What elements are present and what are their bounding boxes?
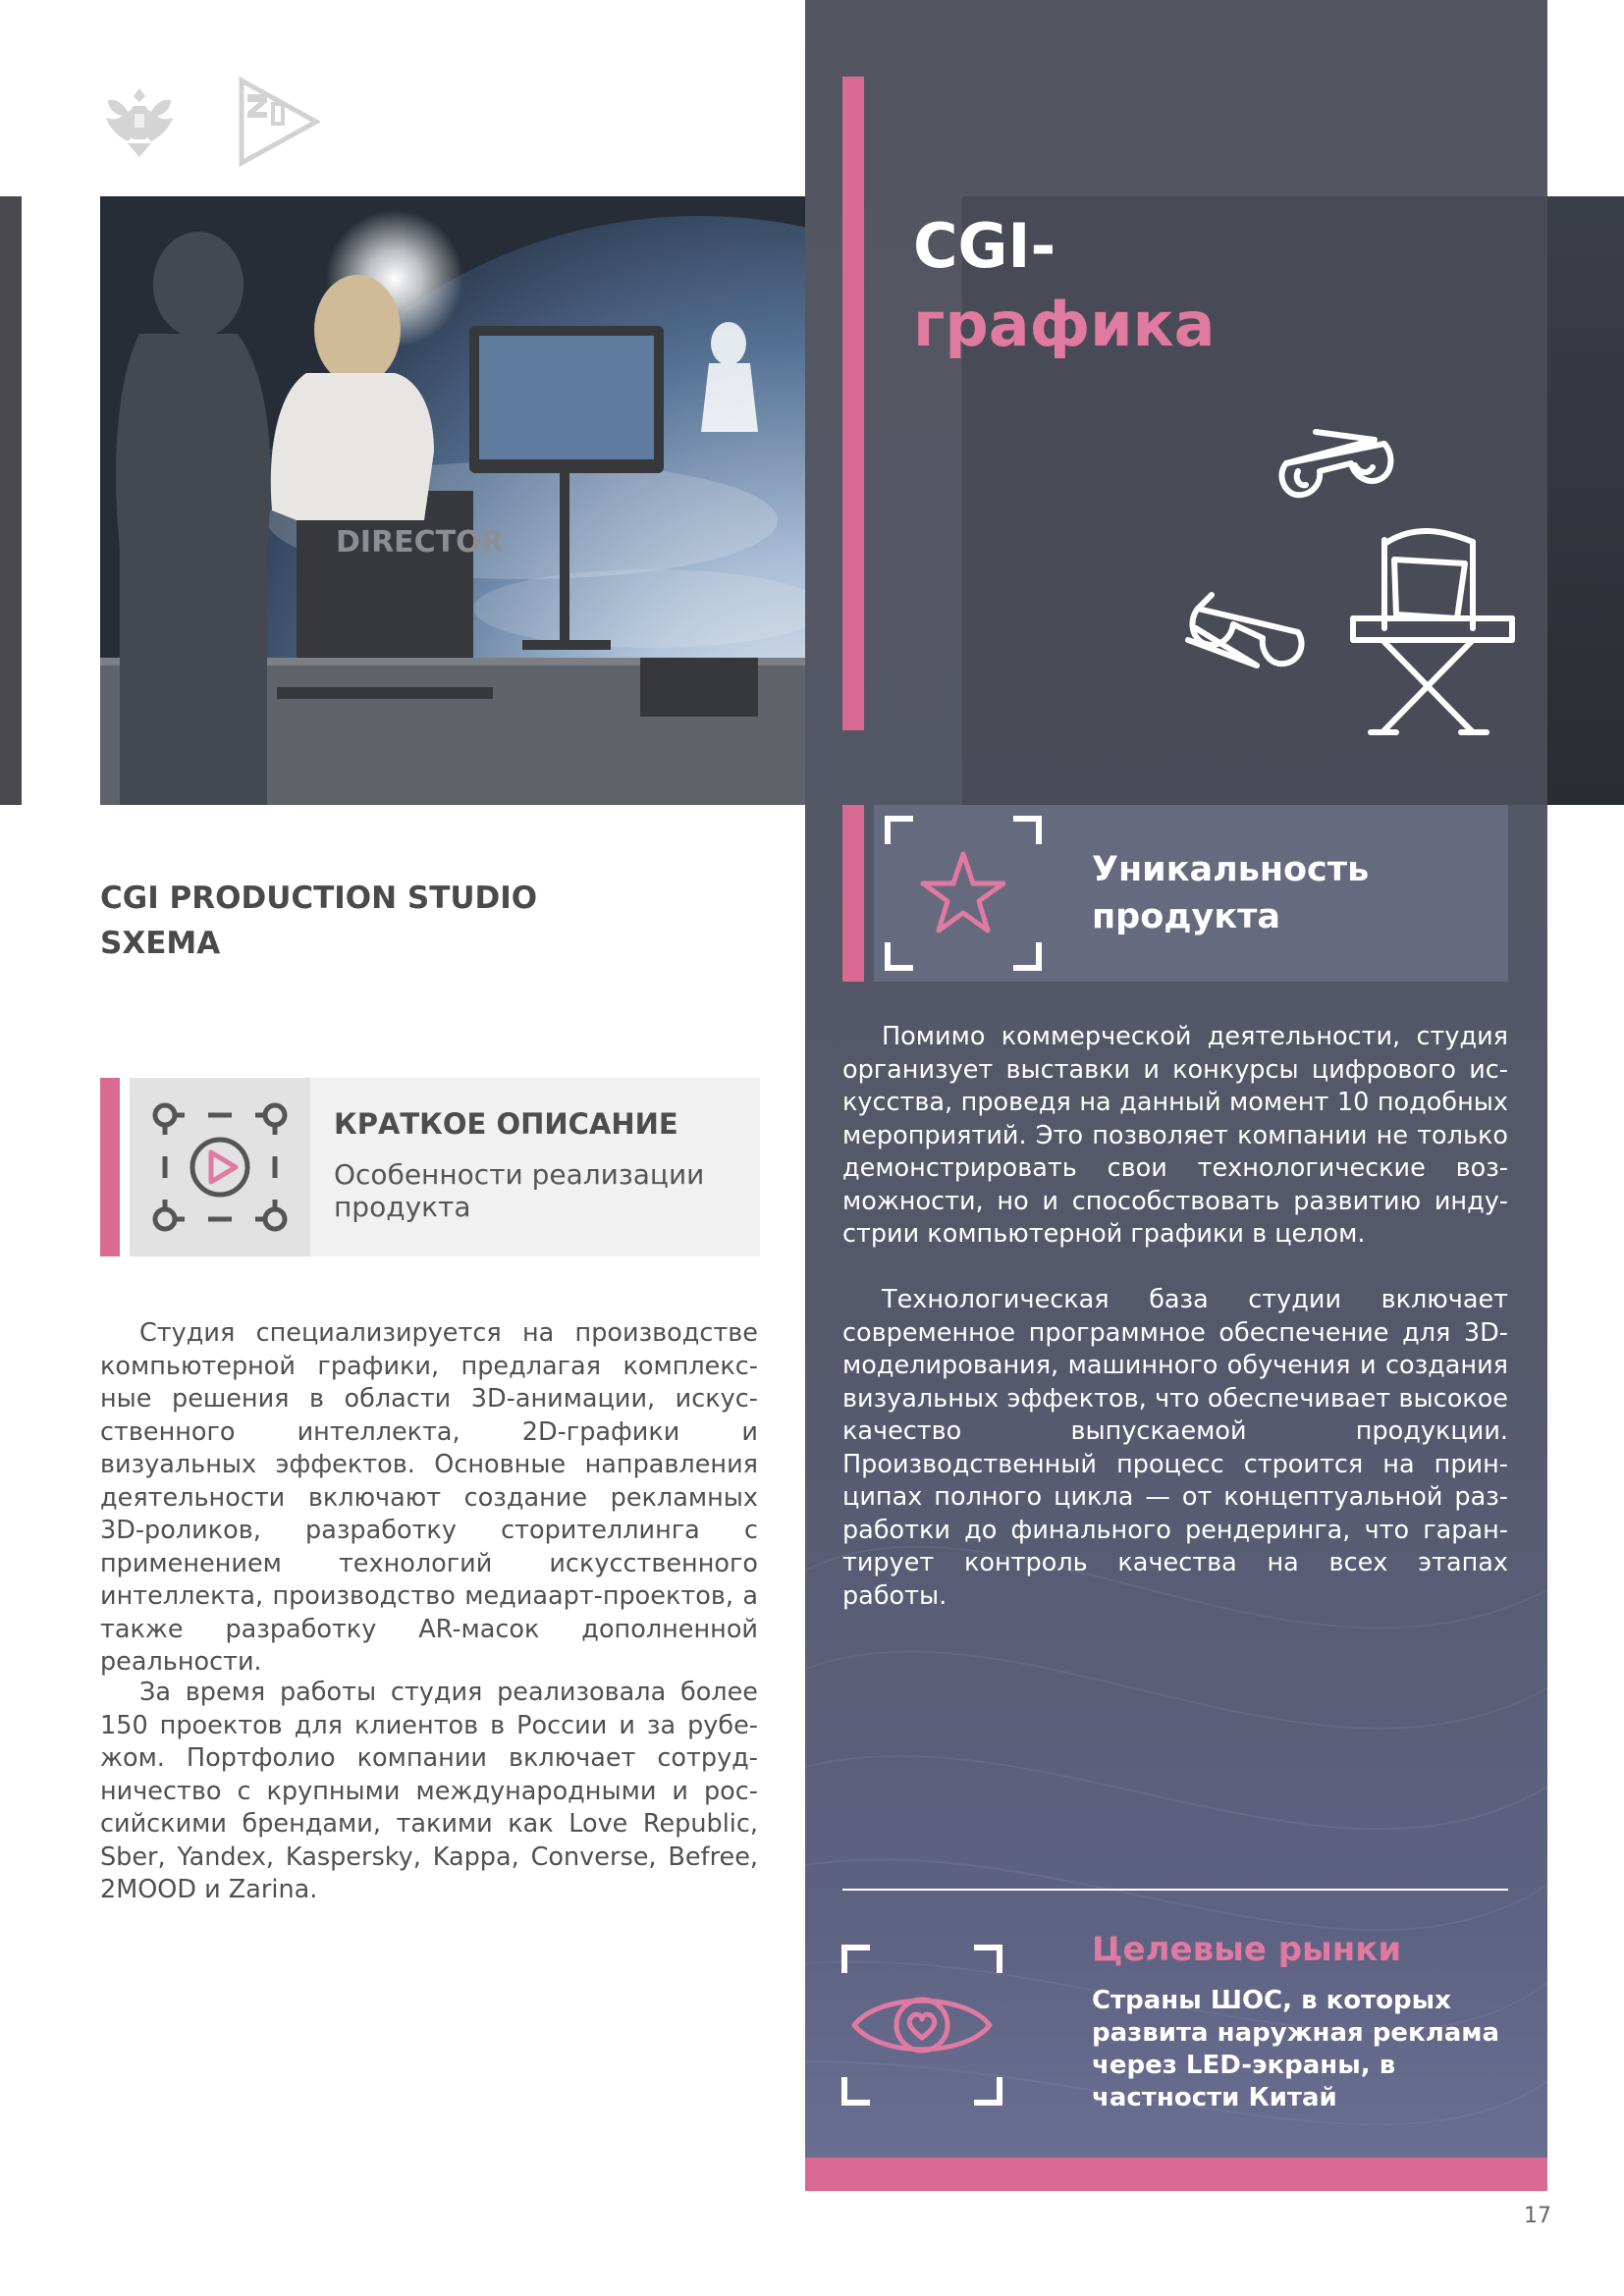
studio-name-line1: CGI PRODUCTION STUDIO: [100, 881, 538, 916]
play-frame-icon: [147, 1095, 293, 1239]
left-paragraph-2: За время работы студия реализовала более 150 проектов для клиентов в России и за рубежом. Портфолио компании включает сотрудничество с крупными международными и российскими брендами, такими как Love Republic, Sber, Yandex, Kaspersky, Kappa, Converse, Befree, 2MOOD и Zarina.: [100, 1678, 758, 1904]
hero-title-line2: графика: [913, 289, 1216, 360]
uniqueness-title: Уникальность продукта: [1092, 850, 1370, 936]
right-paragraph-2: Технологическая база студии включает современное программное обеспечение для 3D-моделирования, машинного обучения и создания визуальных эффектов, что обеспечивает высокое качество выпускаемой продукции. Производственный процесс строится на принципах полного цикла — от концептуальной разработки до финального рендеринга, что гарантирует контроль качества на всех этапах работы.: [842, 1285, 1508, 1611]
hero-title-line1: CGI-: [913, 210, 1056, 282]
description-title: КРАТКОЕ ОПИСАНИЕ: [334, 1107, 678, 1141]
description-accent-bar: [100, 1078, 120, 1256]
left-photo-strip: [0, 196, 22, 805]
studio-name-line2: SXEMA: [100, 926, 221, 961]
hero-photo: [100, 196, 805, 805]
uniqueness-accent-bar: [842, 805, 864, 982]
left-text-block-2: [100, 1677, 758, 1907]
right-text-block-2: [842, 1284, 1508, 1613]
target-markets-title: Целевые рынки: [1092, 1930, 1402, 1969]
left-paragraph-1: Студия специализируется на производстве компьютерной графики, предлагая комплексные решения в области 3D-анимации, искусственного интеллекта, 2D-графики и визуальных эффектов. Основные направления деятельности включают создание рекламных 3D-роликов, разработку сторителлинга с применением технологий искусственного интеллекта, производство медиаарт-проектов, а также разработку AR-масок дополненной реальности.: [100, 1318, 758, 1677]
emblem-logo-icon: [98, 79, 181, 161]
target-divider: [842, 1889, 1508, 1891]
panel-bottom-accent: [805, 2158, 1547, 2191]
eye-heart-icon: [840, 1944, 1003, 2107]
description-subtitle: Особенности реализации продукта: [334, 1158, 705, 1223]
target-markets-text: Страны ШОС, в которых развита наружная реклама через LED-экраны, в частности Китай: [1092, 1986, 1500, 2112]
page-number: 17: [1524, 2204, 1551, 2228]
right-text-block: [842, 1021, 1508, 1252]
svg-text:DIRECTOR: DIRECTOR: [336, 525, 504, 560]
star-frame-icon: [882, 813, 1045, 974]
right-photo-strip: [1547, 196, 1624, 805]
left-text-block: [100, 1317, 758, 1680]
brand-logo-icon: [238, 77, 320, 167]
hero-accent-bar: [842, 77, 864, 730]
film-props-icon: [1178, 422, 1517, 736]
right-paragraph-1: Помимо коммерческой деятельности, студия организует выставки и конкурсы цифрового искусства, проведя на данный момент 10 подобных мероприятий. Это позволяет компании не только демонстрировать свои технологические возможности, но и способствовать развитию индустрии компьютерной графики в целом.: [842, 1022, 1508, 1249]
studio-name: [100, 876, 689, 966]
